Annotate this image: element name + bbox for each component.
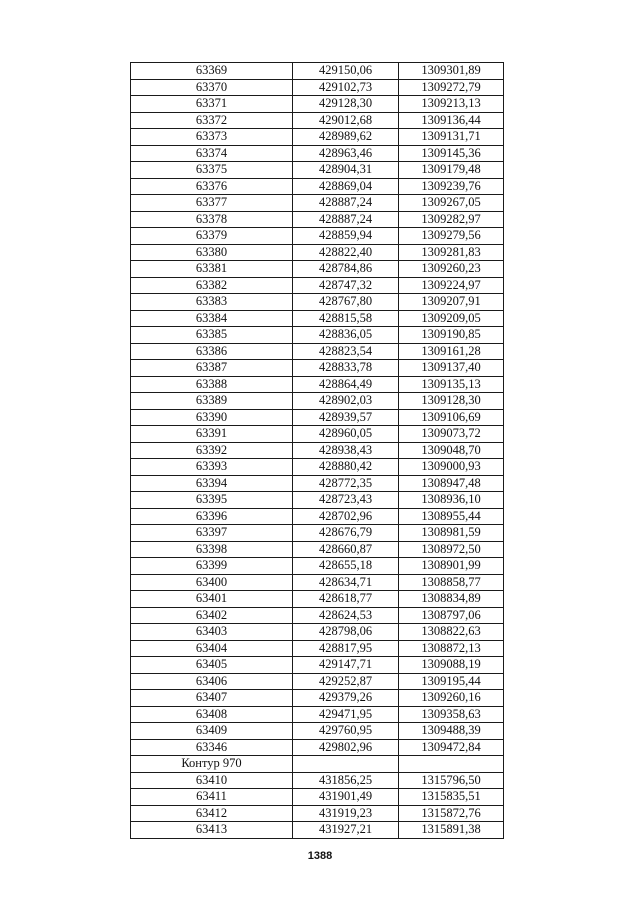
table-row	[131, 822, 504, 839]
page-number: 1388	[307, 850, 333, 862]
point-number-cell: 63378	[131, 211, 293, 228]
x-coordinate-cell: 428887,24	[293, 195, 399, 212]
point-number-cell: 63402	[131, 607, 293, 624]
x-coordinate-cell: 428655,18	[293, 558, 399, 575]
point-number-cell: 63404	[131, 640, 293, 657]
point-number-cell: 63399	[131, 558, 293, 575]
y-coordinate-cell	[399, 756, 504, 773]
table-row	[131, 640, 504, 657]
table-row	[131, 360, 504, 377]
x-coordinate-cell: 428939,57	[293, 409, 399, 426]
table-row	[131, 112, 504, 129]
point-number-cell: 63384	[131, 310, 293, 327]
table-row	[131, 96, 504, 113]
table-row	[131, 393, 504, 410]
point-number-cell: 63385	[131, 327, 293, 344]
x-coordinate-cell: 429150,06	[293, 63, 399, 80]
table-row	[131, 475, 504, 492]
y-coordinate-cell: 1309282,97	[399, 211, 504, 228]
x-coordinate-cell: 428989,62	[293, 129, 399, 146]
x-coordinate-cell: 428963,46	[293, 145, 399, 162]
y-coordinate-cell: 1309260,23	[399, 261, 504, 278]
x-coordinate-cell: 428798,06	[293, 624, 399, 641]
table-row	[131, 690, 504, 707]
table-row	[131, 63, 504, 80]
y-coordinate-cell: 1309239,76	[399, 178, 504, 195]
y-coordinate-cell: 1315835,51	[399, 789, 504, 806]
y-coordinate-cell: 1308972,50	[399, 541, 504, 558]
x-coordinate-cell: 428887,24	[293, 211, 399, 228]
x-coordinate-cell: 428618,77	[293, 591, 399, 608]
table-row	[131, 772, 504, 789]
y-coordinate-cell: 1315891,38	[399, 822, 504, 839]
y-coordinate-cell: 1308901,99	[399, 558, 504, 575]
y-coordinate-cell: 1309488,39	[399, 723, 504, 740]
y-coordinate-cell: 1309213,13	[399, 96, 504, 113]
table-row	[131, 591, 504, 608]
x-coordinate-cell: 428869,04	[293, 178, 399, 195]
x-coordinate-cell: 428822,40	[293, 244, 399, 261]
table-row	[131, 327, 504, 344]
x-coordinate-cell: 429102,73	[293, 79, 399, 96]
point-number-cell: 63373	[131, 129, 293, 146]
x-coordinate-cell: 428904,31	[293, 162, 399, 179]
y-coordinate-cell: 1309136,44	[399, 112, 504, 129]
coordinates-table	[130, 62, 504, 839]
x-coordinate-cell: 428960,05	[293, 426, 399, 443]
point-number-cell: 63407	[131, 690, 293, 707]
point-number-cell: 63377	[131, 195, 293, 212]
point-number-cell: 63374	[131, 145, 293, 162]
table-row	[131, 558, 504, 575]
y-coordinate-cell: 1309048,70	[399, 442, 504, 459]
table-row	[131, 426, 504, 443]
table-row	[131, 343, 504, 360]
table-row	[131, 277, 504, 294]
point-number-cell: 63387	[131, 360, 293, 377]
point-number-cell: 63413	[131, 822, 293, 839]
point-number-cell: 63398	[131, 541, 293, 558]
y-coordinate-cell: 1308955,44	[399, 508, 504, 525]
x-coordinate-cell: 429471,95	[293, 706, 399, 723]
table-row	[131, 723, 504, 740]
table-row	[131, 294, 504, 311]
y-coordinate-cell: 1309131,71	[399, 129, 504, 146]
point-number-cell: 63400	[131, 574, 293, 591]
x-coordinate-cell: 428902,03	[293, 393, 399, 410]
point-number-cell: 63395	[131, 492, 293, 509]
y-coordinate-cell: 1315872,76	[399, 805, 504, 822]
table-row	[131, 129, 504, 146]
y-coordinate-cell: 1308936,10	[399, 492, 504, 509]
y-coordinate-cell: 1308822,63	[399, 624, 504, 641]
y-coordinate-cell: 1309135,13	[399, 376, 504, 393]
y-coordinate-cell: 1309207,91	[399, 294, 504, 311]
y-coordinate-cell: 1308834,89	[399, 591, 504, 608]
table-row	[131, 541, 504, 558]
table-row	[131, 376, 504, 393]
point-number-cell: 63412	[131, 805, 293, 822]
x-coordinate-cell: 429128,30	[293, 96, 399, 113]
y-coordinate-cell: 1309224,97	[399, 277, 504, 294]
y-coordinate-cell: 1309272,79	[399, 79, 504, 96]
point-number-cell: 63381	[131, 261, 293, 278]
point-number-cell: 63405	[131, 657, 293, 674]
point-number-cell: 63383	[131, 294, 293, 311]
table-row	[131, 178, 504, 195]
y-coordinate-cell: 1309195,44	[399, 673, 504, 690]
table-row	[131, 508, 504, 525]
point-number-cell: 63410	[131, 772, 293, 789]
y-coordinate-cell: 1315796,50	[399, 772, 504, 789]
table-row	[131, 310, 504, 327]
point-number-cell: 63396	[131, 508, 293, 525]
point-number-cell: 63394	[131, 475, 293, 492]
y-coordinate-cell: 1309472,84	[399, 739, 504, 756]
point-number-cell: 63408	[131, 706, 293, 723]
y-coordinate-cell: 1309301,89	[399, 63, 504, 80]
table-row	[131, 739, 504, 756]
point-number-cell: 63369	[131, 63, 293, 80]
point-number-cell: 63411	[131, 789, 293, 806]
x-coordinate-cell: 428772,35	[293, 475, 399, 492]
point-number-cell: 63390	[131, 409, 293, 426]
table-row	[131, 79, 504, 96]
y-coordinate-cell: 1309190,85	[399, 327, 504, 344]
x-coordinate-cell: 428938,43	[293, 442, 399, 459]
table-row	[131, 442, 504, 459]
point-number-cell: 63370	[131, 79, 293, 96]
point-number-cell: 63382	[131, 277, 293, 294]
point-number-cell: 63372	[131, 112, 293, 129]
point-number-cell: 63375	[131, 162, 293, 179]
coordinates-table-body	[131, 63, 504, 839]
y-coordinate-cell: 1309179,48	[399, 162, 504, 179]
point-number-cell: 63346	[131, 739, 293, 756]
table-row	[131, 492, 504, 509]
table-row	[131, 607, 504, 624]
table-row	[131, 805, 504, 822]
y-coordinate-cell: 1308797,06	[399, 607, 504, 624]
y-coordinate-cell: 1309073,72	[399, 426, 504, 443]
x-coordinate-cell: 429760,95	[293, 723, 399, 740]
x-coordinate-cell: 429252,87	[293, 673, 399, 690]
x-coordinate-cell: 428660,87	[293, 541, 399, 558]
x-coordinate-cell: 428815,58	[293, 310, 399, 327]
y-coordinate-cell: 1309161,28	[399, 343, 504, 360]
x-coordinate-cell: 428767,80	[293, 294, 399, 311]
y-coordinate-cell: 1309209,05	[399, 310, 504, 327]
x-coordinate-cell: 431927,21	[293, 822, 399, 839]
y-coordinate-cell: 1308872,13	[399, 640, 504, 657]
table-row	[131, 624, 504, 641]
point-number-cell: 63406	[131, 673, 293, 690]
y-coordinate-cell: 1309088,19	[399, 657, 504, 674]
table-row	[131, 706, 504, 723]
table-row	[131, 525, 504, 542]
y-coordinate-cell: 1309267,05	[399, 195, 504, 212]
table-row	[131, 574, 504, 591]
point-number-cell: 63380	[131, 244, 293, 261]
y-coordinate-cell: 1308981,59	[399, 525, 504, 542]
point-number-cell: 63376	[131, 178, 293, 195]
table-row	[131, 211, 504, 228]
y-coordinate-cell: 1309281,83	[399, 244, 504, 261]
y-coordinate-cell: 1309279,56	[399, 228, 504, 245]
point-number-cell: 63393	[131, 459, 293, 476]
x-coordinate-cell: 428833,78	[293, 360, 399, 377]
x-coordinate-cell: 428676,79	[293, 525, 399, 542]
y-coordinate-cell: 1309260,16	[399, 690, 504, 707]
y-coordinate-cell: 1309000,93	[399, 459, 504, 476]
point-number-cell: 63386	[131, 343, 293, 360]
point-number-cell: Контур 970	[131, 756, 293, 773]
point-number-cell: 63401	[131, 591, 293, 608]
x-coordinate-cell: 429012,68	[293, 112, 399, 129]
y-coordinate-cell: 1308947,48	[399, 475, 504, 492]
x-coordinate-cell	[293, 756, 399, 773]
x-coordinate-cell: 429802,96	[293, 739, 399, 756]
table-row	[131, 162, 504, 179]
x-coordinate-cell: 428817,95	[293, 640, 399, 657]
x-coordinate-cell: 431901,49	[293, 789, 399, 806]
table-row	[131, 145, 504, 162]
y-coordinate-cell: 1309137,40	[399, 360, 504, 377]
x-coordinate-cell: 428880,42	[293, 459, 399, 476]
x-coordinate-cell: 428836,05	[293, 327, 399, 344]
point-number-cell: 63371	[131, 96, 293, 113]
point-number-cell: 63388	[131, 376, 293, 393]
x-coordinate-cell: 428864,49	[293, 376, 399, 393]
point-number-cell: 63392	[131, 442, 293, 459]
x-coordinate-cell: 428784,86	[293, 261, 399, 278]
x-coordinate-cell: 428747,32	[293, 277, 399, 294]
x-coordinate-cell: 428624,53	[293, 607, 399, 624]
table-row	[131, 756, 504, 773]
x-coordinate-cell: 429379,26	[293, 690, 399, 707]
table-row	[131, 244, 504, 261]
y-coordinate-cell: 1308858,77	[399, 574, 504, 591]
y-coordinate-cell: 1309128,30	[399, 393, 504, 410]
table-row	[131, 261, 504, 278]
x-coordinate-cell: 429147,71	[293, 657, 399, 674]
point-number-cell: 63389	[131, 393, 293, 410]
x-coordinate-cell: 428823,54	[293, 343, 399, 360]
point-number-cell: 63403	[131, 624, 293, 641]
table-row	[131, 195, 504, 212]
table-row	[131, 789, 504, 806]
point-number-cell: 63391	[131, 426, 293, 443]
x-coordinate-cell: 428859,94	[293, 228, 399, 245]
y-coordinate-cell: 1309145,36	[399, 145, 504, 162]
point-number-cell: 63409	[131, 723, 293, 740]
table-row	[131, 228, 504, 245]
x-coordinate-cell: 431919,23	[293, 805, 399, 822]
x-coordinate-cell: 428702,96	[293, 508, 399, 525]
x-coordinate-cell: 428634,71	[293, 574, 399, 591]
table-row	[131, 657, 504, 674]
x-coordinate-cell: 431856,25	[293, 772, 399, 789]
x-coordinate-cell: 428723,43	[293, 492, 399, 509]
y-coordinate-cell: 1309358,63	[399, 706, 504, 723]
table-row	[131, 409, 504, 426]
table-row	[131, 459, 504, 476]
table-row	[131, 673, 504, 690]
point-number-cell: 63397	[131, 525, 293, 542]
y-coordinate-cell: 1309106,69	[399, 409, 504, 426]
point-number-cell: 63379	[131, 228, 293, 245]
